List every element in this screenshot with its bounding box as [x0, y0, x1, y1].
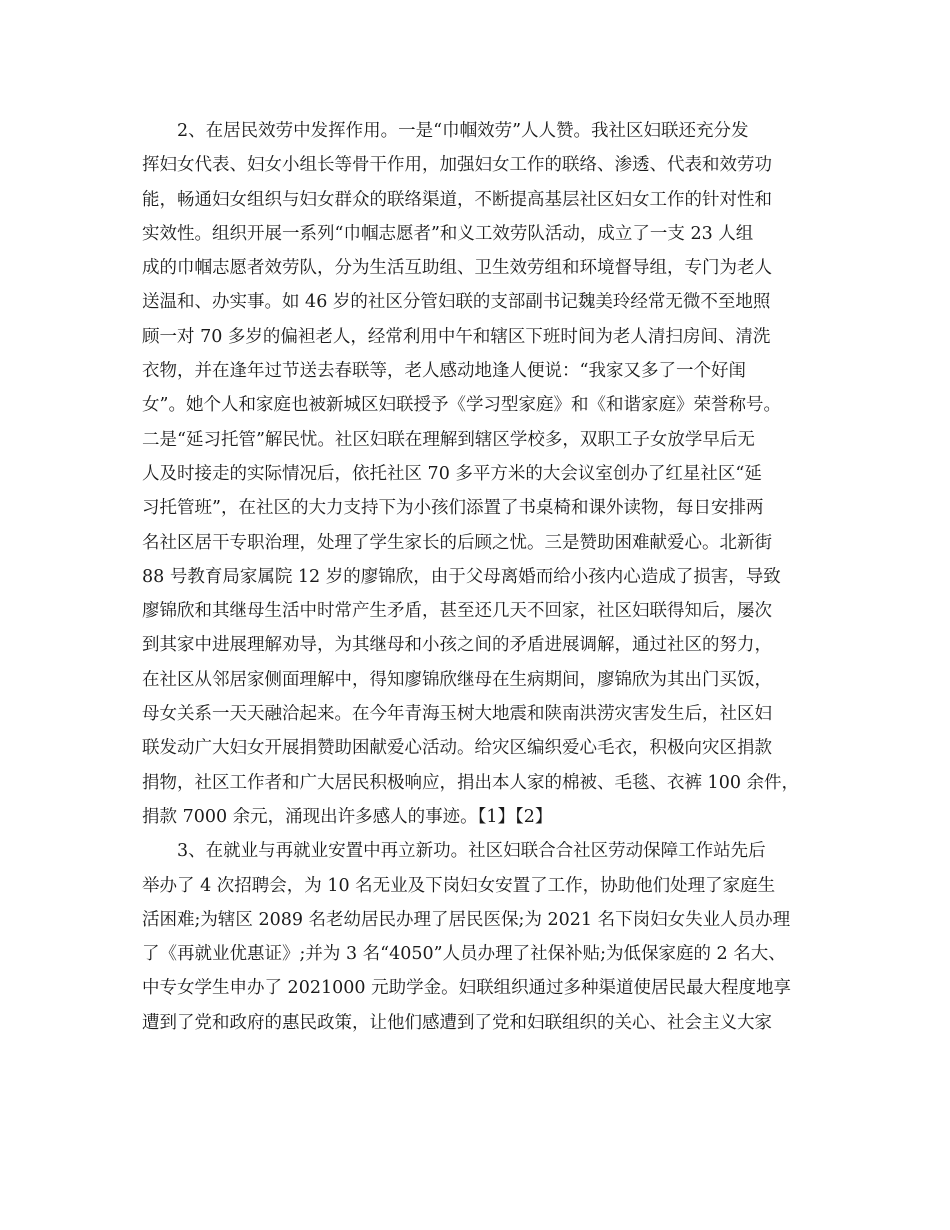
- text-line: 到其家中进展理解劝导，为其继母和小孩之间的矛盾进展调解，通过社区的努力，: [142, 635, 772, 656]
- text-line: 在社区从邻居家侧面理解中，得知廖锦欣继母在生病期间，廖锦欣为其出门买饭，: [142, 669, 772, 690]
- text-line: 廖锦欣和其继母生活中时常产生矛盾，甚至还几天不回家，社区妇联得知后，屡次: [142, 601, 772, 622]
- text-line: 举办了 4 次招聘会，为 10 名无业及下岗妇女安置了工作，协助他们处理了家庭生: [142, 875, 776, 896]
- text-line: 习托管班”，在社区的大力支持下为小孩们添置了书桌椅和课外读物，每日安排两: [142, 498, 764, 519]
- text-line: 了《再就业优惠证》;并为 3 名“4050”人员办理了社保补贴;为低保家庭的 2 名大、: [142, 944, 786, 965]
- text-line: 实效性。组织开展一系列“巾帼志愿者”和义工效劳队活动，成立了一支 23 人组: [142, 223, 754, 244]
- text-line: 联发动广大妇女开展捐赞助困献爱心活动。给灾区编织爱心毛衣，积极向灾区捐款: [142, 738, 772, 759]
- document-body: [142, 114, 832, 1040]
- paragraph: [142, 114, 832, 834]
- text-line: 3、在就业与再就业安置中再立新功。社区妇联合合社区劳动保障工作站先后: [177, 841, 766, 862]
- text-line: 女”。她个人和家庭也被新城区妇联授予《学习型家庭》和《和谐家庭》荣誉称号。: [142, 395, 781, 416]
- text-line: 能，畅通妇女组织与妇女群众的联络渠道，不断提高基层社区妇女工作的针对性和: [142, 189, 772, 210]
- text-line: 88 号教育局家属院 12 岁的廖锦欣，由于父母离婚而给小孩内心造成了损害，导致: [142, 566, 781, 587]
- text-line: 2、在居民效劳中发挥作用。一是“巾帼效劳”人人赞。我社区妇联还充分发: [177, 121, 749, 141]
- text-line: 成的巾帼志愿者效劳队，分为生活互助组、卫生效劳组和环境督导组，专门为老人: [142, 258, 772, 279]
- text-line: 挥妇女代表、妇女小组长等骨干作用，加强妇女工作的联络、渗透、代表和效劳功: [142, 155, 772, 176]
- text-line: 送温和、办实事。如 46 岁的社区分管妇联的支部副书记魏美玲经常无微不至地照: [142, 292, 771, 313]
- text-line: 衣物，并在逢年过节送去春联等，老人感动地逢人便说：“我家又多了一个好闺: [142, 361, 746, 382]
- text-line: 母女关系一天天融洽起来。在今年青海玉树大地震和陕南洪涝灾害发生后，社区妇: [142, 704, 772, 725]
- paragraph: [142, 834, 832, 1040]
- text-line: 名社区居干专职治理，处理了学生家长的后顾之忧。三是赞助困难献爱心。北新街: [142, 532, 772, 553]
- text-line: 捐物，社区工作者和广大居民积极响应，捐出本人家的棉被、毛毯、衣裤 100 余件，: [142, 772, 800, 793]
- text-line: 活困难;为辖区 2089 名老幼居民办理了居民医保;为 2021 名下岗妇女失业人员办理: [142, 909, 791, 930]
- text-line: 捐款 7000 余元，涌现出许多感人的事迹。【1】【2】: [142, 806, 553, 827]
- text-line: 人及时接走的实际情况后，依托社区 70 多平方米的大会议室创办了红星社区“延: [142, 463, 762, 484]
- text-line: 顾一对 70 多岁的偏袒老人，经常利用中午和辖区下班时间为老人清扫房间、清洗: [142, 326, 771, 347]
- text-line: 遭到了党和政府的惠民政策，让他们感遭到了党和妇联组织的关心、社会主义大家: [142, 1012, 772, 1033]
- text-line: 中专女学生申办了 2021000 元助学金。妇联组织通过多种渠道使居民最大程度地享: [142, 978, 792, 999]
- text-line: 二是“延习托管”解民忧。社区妇联在理解到辖区学校多，双职工子女放学早后无: [142, 429, 755, 450]
